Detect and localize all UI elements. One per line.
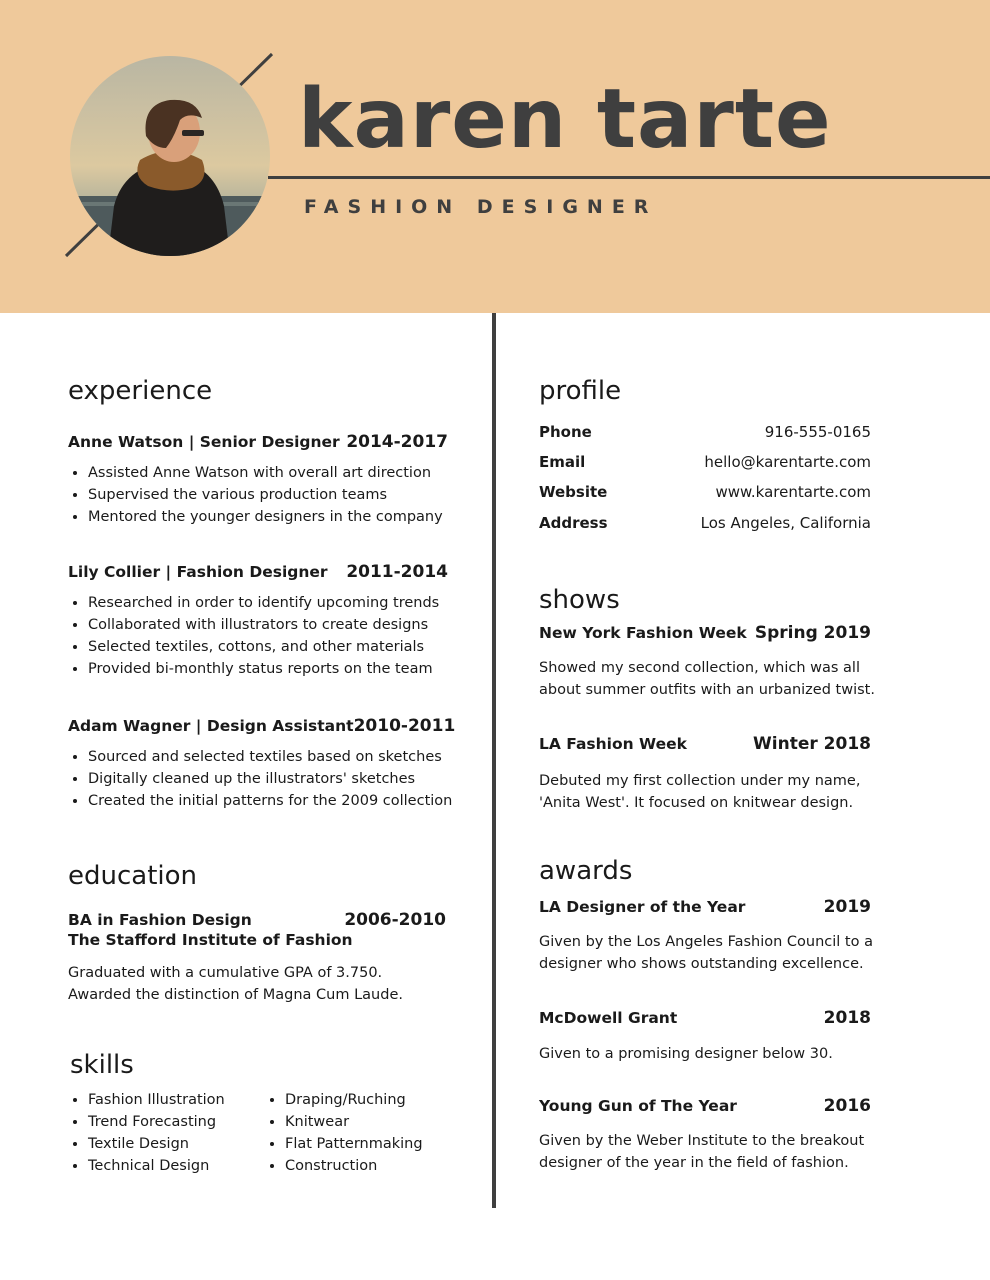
column-divider — [492, 313, 496, 1208]
list-item: • Trend Forecasting — [88, 1111, 225, 1133]
degree: BA in Fashion Design — [68, 911, 252, 929]
award-title: LA Designer of the Year — [539, 898, 746, 916]
job-title: Lily Collier | Fashion Designer — [68, 563, 328, 581]
profile-value: www.karentarte.com — [715, 483, 871, 501]
list-item: • Digitally cleaned up the illustrators' sketches — [88, 768, 452, 790]
education-title: education — [68, 861, 198, 891]
list-item: • Collaborated with illustrators to create designs — [88, 614, 439, 636]
job-title: Anne Watson | Senior Designer — [68, 433, 340, 451]
awards-title: awards — [539, 856, 633, 886]
header-banner — [0, 0, 990, 313]
list-item: • Assisted Anne Watson with overall art direction — [88, 462, 443, 484]
profile-title: profile — [539, 376, 622, 406]
award-header — [539, 897, 871, 917]
award-line: designer of the year in the field of fashion. — [539, 1155, 849, 1171]
show-title: LA Fashion Week — [539, 735, 687, 753]
list-item: • Technical Design — [88, 1155, 225, 1177]
award-line: Given by the Weber Institute to the breakout — [539, 1133, 865, 1149]
job-dates: 2014-2017 — [346, 432, 448, 452]
education-header — [68, 910, 446, 930]
profile-label: Email — [539, 453, 586, 471]
job-header — [68, 432, 448, 452]
award-title: McDowell Grant — [539, 1009, 678, 1027]
list-item: • Draping/Ruching — [285, 1089, 423, 1111]
award-date: 2018 — [823, 1008, 871, 1028]
show-line: Showed my second collection, which was all — [539, 660, 860, 676]
award-header — [539, 1096, 871, 1116]
list-item: • Textile Design — [88, 1133, 225, 1155]
award-description — [539, 1043, 833, 1065]
education-line: Graduated with a cumulative GPA of 3.750. — [68, 965, 383, 981]
list-item: • Created the initial patterns for the 2009 collection — [88, 790, 452, 812]
job-bullets — [68, 592, 439, 680]
profile-row-address — [539, 514, 871, 532]
show-line: about summer outfits with an urbanized twist. — [539, 682, 875, 698]
profile-row-email — [539, 453, 871, 471]
job-header — [68, 562, 448, 582]
education-details — [68, 962, 403, 1006]
profile-label: Address — [539, 514, 608, 532]
list-item: • Supervised the various production teams — [88, 484, 443, 506]
job-role: FASHION DESIGNER — [304, 196, 658, 218]
list-item: • Researched in order to identify upcoming trends — [88, 592, 439, 614]
show-line: Debuted my first collection under my name, — [539, 773, 861, 789]
award-line: Given to a promising designer below 30. — [539, 1046, 833, 1062]
job-bullets — [68, 462, 443, 528]
show-date: Spring 2019 — [754, 623, 871, 643]
award-date: 2016 — [823, 1096, 871, 1116]
award-line: Given by the Los Angeles Fashion Council to a — [539, 934, 873, 950]
show-header — [539, 734, 871, 754]
award-date: 2019 — [823, 897, 871, 917]
profile-value: hello@karentarte.com — [704, 453, 871, 471]
list-item: • Fashion Illustration — [88, 1089, 225, 1111]
award-description — [539, 1130, 864, 1174]
profile-label: Phone — [539, 423, 592, 441]
profile-row-website — [539, 483, 871, 501]
education-dates: 2006-2010 — [344, 910, 446, 930]
job-dates: 2010-2011 — [353, 716, 456, 736]
award-title: Young Gun of The Year — [539, 1097, 737, 1115]
job-bullets — [68, 746, 452, 812]
job-dates: 2011-2014 — [346, 562, 448, 582]
job-header — [68, 716, 456, 736]
list-item: • Mentored the younger designers in the company — [88, 506, 443, 528]
list-item: • Sourced and selected textiles based on sketches — [88, 746, 452, 768]
list-item: • Selected textiles, cottons, and other materials — [88, 636, 439, 658]
show-date: Winter 2018 — [753, 734, 871, 754]
skills-list-2 — [265, 1089, 423, 1177]
profile-row-phone — [539, 423, 871, 441]
header-rule — [268, 176, 990, 179]
profile-label: Website — [539, 483, 608, 501]
education-line: Awarded the distinction of Magna Cum Laude. — [68, 987, 403, 1003]
award-description — [539, 931, 873, 975]
job-title: Adam Wagner | Design Assistant — [68, 717, 354, 735]
skills-list-1 — [68, 1089, 225, 1177]
list-item: • Knitwear — [285, 1111, 423, 1133]
show-description — [539, 657, 875, 701]
show-title: New York Fashion Week — [539, 624, 747, 642]
candidate-name: karen tarte — [298, 72, 832, 167]
award-header — [539, 1008, 871, 1028]
profile-value: 916-555-0165 — [764, 423, 871, 441]
show-description — [539, 770, 860, 814]
skills-title: skills — [70, 1050, 134, 1080]
school-name: The Stafford Institute of Fashion — [68, 931, 353, 949]
shows-title: shows — [539, 585, 620, 615]
experience-title: experience — [68, 376, 213, 406]
show-line: 'Anita West'. It focused on knitwear design. — [539, 795, 854, 811]
list-item: • Provided bi-monthly status reports on the team — [88, 658, 439, 680]
profile-value: Los Angeles, California — [700, 514, 871, 532]
list-item: • Construction — [285, 1155, 423, 1177]
list-item: • Flat Patternmaking — [285, 1133, 423, 1155]
show-header — [539, 623, 871, 643]
award-line: designer who shows outstanding excellence. — [539, 956, 864, 972]
avatar-photo — [70, 56, 270, 256]
